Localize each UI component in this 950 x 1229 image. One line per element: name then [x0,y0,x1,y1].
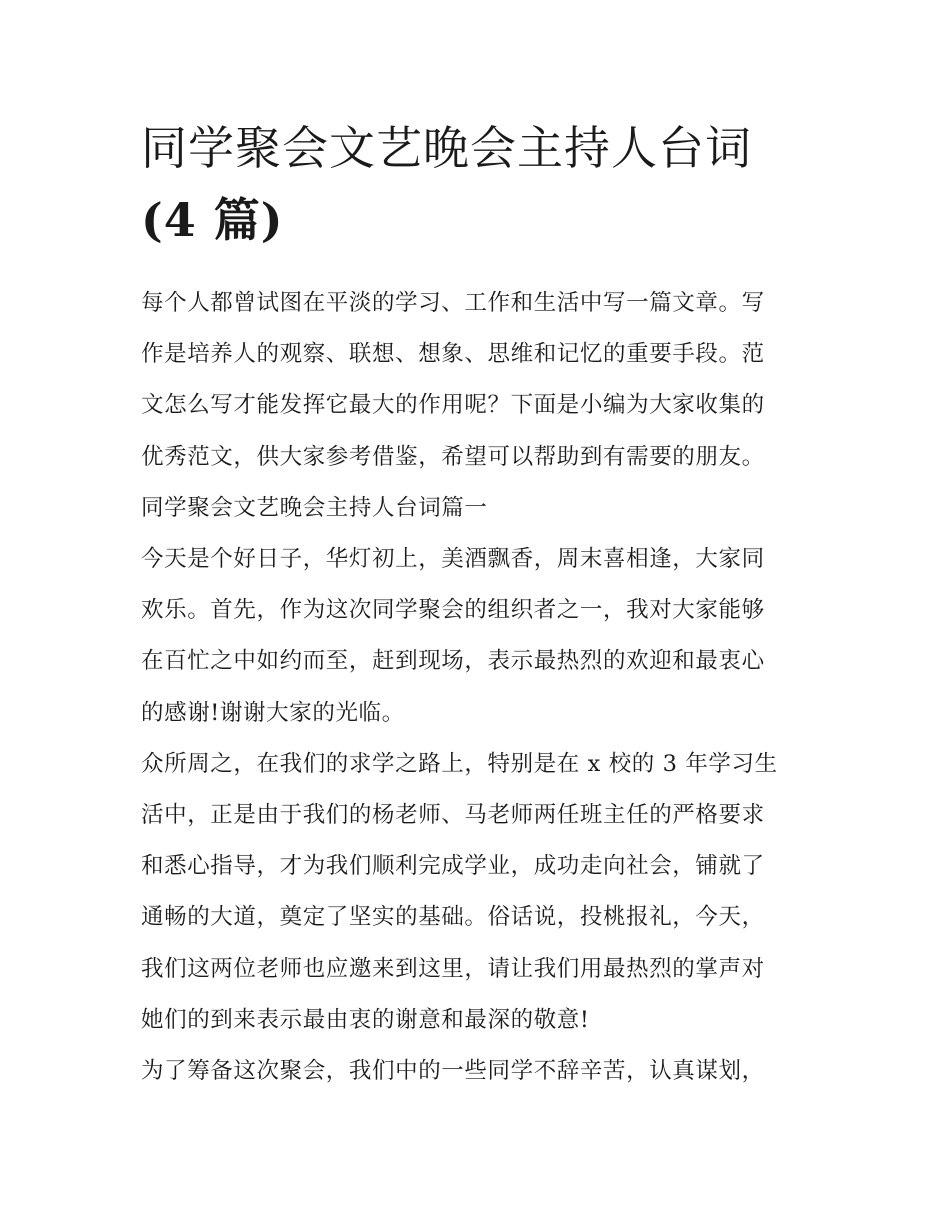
body-line: 欢乐。首先，作为这次同学聚会的组织者之一，我对大家能够 [141,597,765,624]
body-line: 通畅的大道，奠定了坚实的基础。俗话说，投桃报礼，今天， [141,904,765,931]
body-line: 文怎么写才能发挥它最大的作用呢？下面是小编为大家收集的 [141,392,765,419]
body-line: 的感谢!谢谢大家的光临。 [141,699,405,726]
title-line: (4 篇) [141,193,284,247]
body-line: 每个人都曾试图在平淡的学习、工作和生活中写一篇文章。写 [141,290,765,316]
section-heading: 同学聚会文艺晚会主持人台词篇一 [141,494,488,521]
body-line: 我们这两位老师也应邀来到这里，请让我们用最热烈的掌声对 [141,955,765,982]
body-line: 活中，正是由于我们的杨老师、马老师两任班主任的严格要求 [141,802,765,829]
body-line: 为了筹备这次聚会，我们中的一些同学不辞辛苦，认真谋划， [141,1058,765,1085]
title-line: 同学聚会文艺晚会主持人台词 [141,121,752,175]
document-title [141,112,821,256]
body-line: 今天是个好日子，华灯初上，美酒飘香，周末喜相逢，大家同 [141,546,765,573]
body-line: 和悉心指导，才为我们顺利完成学业，成功走向社会，铺就了 [141,853,765,880]
body-line: 众所周之，在我们的求学之路上，特别是在 x 校的 3 年学习生 [141,750,778,777]
body-line: 作是培养人的观察、联想、想象、思维和记忆的重要手段。范 [141,341,765,368]
document-body [141,278,821,1097]
body-line: 在百忙之中如约而至，赶到现场，表示最热烈的欢迎和最衷心 [141,648,765,675]
body-line: 优秀范文，供大家参考借鉴，希望可以帮助到有需要的朋友。 [141,443,765,470]
body-line: 她们的到来表示最由衷的谢意和最深的敬意! [141,1006,590,1033]
